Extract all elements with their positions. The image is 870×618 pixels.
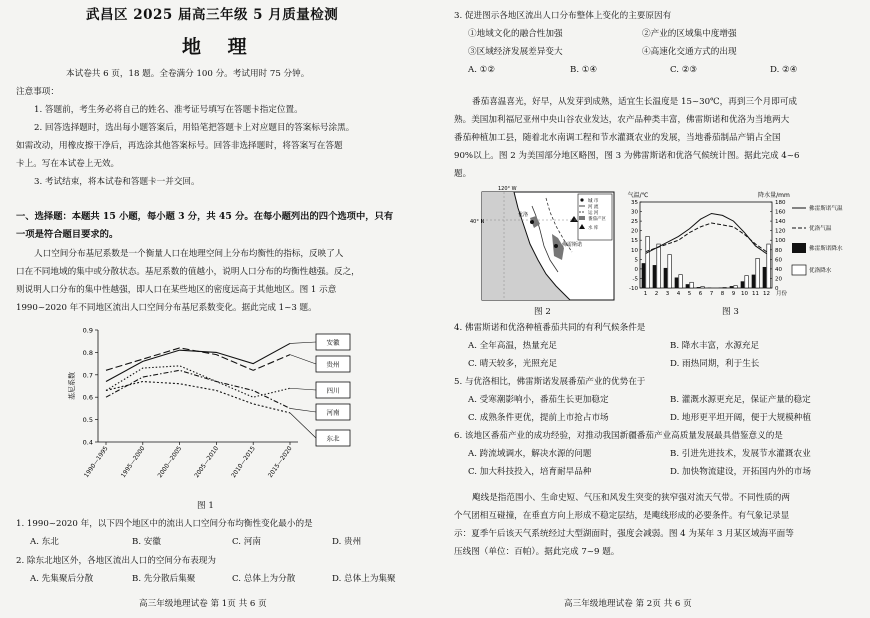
y-tick-label: 0.6 — [82, 393, 93, 402]
passage2-line: 个气团相互碰撞，在垂直方向上形成不稳定层结，是飑线形成的必要条件。有气象记录显 — [454, 511, 790, 521]
figure-2-caption: 图 2 — [534, 307, 551, 317]
x-tick-label: 8 — [720, 291, 725, 297]
legend-label: 佛雷斯诺气温 — [809, 206, 843, 212]
x-tick-label: 5 — [687, 291, 692, 297]
q6-option[interactable]: D. 加快物流建设，开拓国内外的市场 — [670, 467, 811, 477]
page-1 — [14, 0, 434, 618]
y2-tick-label: 0 — [775, 286, 779, 292]
q5-option[interactable]: B. 灌溉水源更充足，保证产量的稳定 — [670, 395, 811, 405]
intro-line: 口在不同地域的集中或分散状态。基尼系数的值越小，说明人口分布的均衡性越强。反之， — [16, 267, 360, 277]
passage-line: 90%以上。图 2 为美国部分地区略图，图 3 为佛雷斯诺和优洛气候统计图。据此完成 4~6 — [454, 151, 800, 161]
notice-line: 1. 答题前，考生务必将自己的姓名、准考证号填写在答题卡指定位置。 — [34, 105, 303, 115]
temp-line-0 — [646, 213, 767, 253]
y2-tick-label: 140 — [775, 219, 786, 226]
y-tick-label: 30 — [631, 209, 638, 216]
q4-option[interactable]: A. 全年高温，热量充足 — [468, 341, 558, 351]
subject-title: 地 理 — [182, 36, 257, 58]
legend-label: 优洛气温 — [809, 226, 832, 232]
map-label-yolo: 优洛 — [518, 212, 529, 218]
q4-option[interactable]: B. 降水丰富，水源充足 — [670, 341, 760, 351]
intro-line: 则说明人口分布的集中性越强，即人口在某些地区的密度远高于其他地区。图 1 示意 — [16, 285, 337, 295]
notice-heading: 注意事项： — [16, 87, 59, 97]
bar-fresno-precip — [664, 268, 668, 288]
series-label-3: 河南 — [326, 408, 340, 417]
q3-statement: ①地域文化的融合性加强 — [468, 29, 563, 39]
legend-label: 佛雷斯诺降水 — [809, 246, 843, 252]
series-label-1: 贵州 — [326, 360, 340, 369]
notice-line: 卡上。写在本试卷上无效。 — [16, 159, 120, 169]
y-tick-label: 35 — [631, 200, 638, 206]
page-footer: 高三年级地理试卷 第 2页 共 6 页 — [564, 599, 692, 609]
map-longitude-label: 120° W — [498, 186, 517, 192]
series-leader-4 — [290, 413, 316, 438]
figure-3-chart — [622, 188, 860, 304]
y-tick-label: 5 — [634, 257, 638, 264]
bar-yolo-precip — [690, 282, 694, 288]
bar-fresno-precip — [730, 286, 734, 288]
y-tick-label: 0.9 — [82, 326, 93, 335]
q5-option[interactable]: A. 受寒潮影响小，番茄生长更加稳定 — [468, 395, 609, 405]
page-2 — [452, 0, 862, 618]
map-label-fresno: 佛雷斯诺 — [562, 242, 583, 248]
q4-option[interactable]: D. 雨热同期，利于生长 — [670, 359, 760, 369]
bar-fresno-precip — [763, 267, 767, 288]
x-tick-label: 3 — [665, 291, 670, 297]
legend-swatch — [792, 265, 806, 275]
y-tick-label: -10 — [629, 286, 638, 292]
x-tick-label: 2 — [654, 291, 659, 297]
passage2-line: 飑线是指范围小、生命史短、气压和风发生突变的狭窄强对流天气带。不同性质的两 — [472, 493, 790, 503]
x-tick-label: 1990—1995 — [82, 445, 110, 480]
x-tick-label: 2015—2020 — [266, 445, 294, 480]
q5-option[interactable]: C. 成熟条件更优，提前上市抢占市场 — [468, 413, 609, 423]
figure-1-chart — [64, 322, 364, 500]
y2-tick-label: 80 — [775, 247, 782, 254]
question-1: 1. 1990~2020 年，以下四个地区中的流出人口空间分布均衡性变化最小的是 — [16, 519, 313, 529]
x-tick-label: 10 — [741, 291, 748, 297]
x-tick-label: 7 — [709, 291, 714, 297]
exam-title: 武昌区 2025 届高三年级 5 月质量检测 — [86, 7, 339, 23]
y-tick-label: -5 — [632, 276, 638, 283]
bar-yolo-precip — [734, 286, 738, 288]
bar-yolo-precip — [657, 244, 661, 288]
x-axis-label: 月份 — [776, 291, 788, 297]
y-tick-label: 20 — [631, 228, 638, 235]
y2-tick-label: 20 — [775, 276, 782, 283]
legend-swatch — [792, 243, 806, 253]
y2-tick-label: 40 — [775, 266, 782, 273]
page-footer: 高三年级地理试卷 第 1页 共 6 页 — [139, 599, 267, 609]
q4-option[interactable]: C. 晴天较多，光照充足 — [468, 359, 558, 369]
y-axis-label: 气温/℃ — [627, 192, 649, 199]
y2-tick-label: 100 — [775, 238, 786, 245]
x-tick-label: 6 — [698, 291, 703, 297]
x-tick-label: 11 — [752, 291, 759, 297]
q2-option[interactable]: B. 先分散后集聚 — [132, 574, 196, 584]
series-label-4: 东北 — [326, 434, 340, 443]
exam-info: 本试卷共 6 页，18 题。全卷满分 100 分。考试用时 75 分钟。 — [66, 69, 310, 79]
bar-yolo-precip — [767, 244, 771, 288]
question-2: 2. 除东北地区外，各地区流出人口的空间分布表现为 — [16, 556, 216, 566]
legend-canal: 运 河 — [588, 211, 599, 216]
y-tick-label: 0.4 — [82, 438, 93, 447]
y2-tick-label: 180 — [775, 200, 786, 206]
legend-label: 优洛降水 — [809, 268, 832, 274]
x-tick-label: 12 — [763, 291, 770, 297]
section-heading: 一、选择题：本题共 15 小题，每小题 3 分，共 45 分。在每小题列出的四个选项中，只有 — [16, 211, 394, 222]
y2-tick-label: 120 — [775, 228, 786, 235]
series-leader-1 — [290, 355, 316, 364]
notice-line: 2. 回答选择题时，选出每小题答案后，用铅笔把答题卡上对应题目的答案标号涂黑。 — [34, 123, 355, 133]
passage-line: 番茄种植加工县，随着北水南调工程和节水灌溉农业的发展，当地番茄制品产销占全国 — [454, 133, 781, 143]
y2-axis-label: 降水量/mm — [758, 192, 790, 199]
q2-option[interactable]: A. 先集聚后分散 — [30, 574, 94, 584]
q3-option[interactable]: A. ①② — [468, 65, 496, 75]
bar-yolo-precip — [679, 275, 683, 288]
y-axis-label: 基尼系数 — [68, 372, 76, 400]
bar-yolo-precip — [646, 236, 650, 288]
figure-2-map — [470, 186, 618, 304]
q1-option[interactable]: B. 安徽 — [132, 537, 161, 547]
notice-line: 3. 考试结束，将本试卷和答题卡一并交回。 — [34, 177, 200, 187]
q3-option[interactable]: B. ①④ — [570, 65, 598, 75]
bar-fresno-precip — [686, 284, 690, 288]
passage-line: 番茄喜温喜光，好早，从发芽到成熟，适宜生长温度是 15~30℃，再到三个月即可成 — [472, 97, 798, 107]
q6-option[interactable]: B. 引进先进技术，发展节水灌溉农业 — [670, 449, 811, 459]
question-6: 6. 该地区番茄产业的成功经验，对推动我国新疆番茄产业高质量发展最具借鉴意义的是 — [454, 431, 783, 441]
figure-1-caption: 图 1 — [197, 501, 214, 511]
question-3: 3. 促进图示各地区流出人口分布整体上变化的主要原因有 — [454, 11, 672, 21]
series-label-0: 安徽 — [326, 338, 340, 347]
x-tick-label: 2010—2015 — [230, 445, 257, 480]
q3-statement: ④高速化交通方式的出现 — [642, 47, 737, 57]
y2-tick-label: 60 — [775, 257, 782, 264]
bar-yolo-precip — [701, 287, 705, 288]
question-5: 5. 与优洛相比，佛雷斯诺发展番茄产业的优势在于 — [454, 377, 646, 387]
legend-city: 城 市 — [588, 199, 599, 204]
q1-option[interactable]: A. 东北 — [30, 537, 59, 547]
q5-option[interactable]: D. 地形更平坦开阔，便于大规模种植 — [670, 413, 811, 423]
q2-option[interactable]: D. 总体上为集聚 — [332, 574, 396, 584]
passage-line: 熟。美国加利福尼亚州中央山谷农业发达，农产品种类丰富，佛雷斯诺和优洛为当地两大 — [454, 115, 790, 125]
q1-option[interactable]: D. 贵州 — [332, 537, 362, 547]
legend-tomato-area: 番茄产区 — [588, 217, 606, 222]
q3-option[interactable]: D. ②④ — [770, 65, 798, 75]
x-tick-label: 2000—2005 — [156, 445, 184, 480]
x-tick-label: 4 — [676, 291, 681, 297]
q3-statement: ②产业的区域集中度增强 — [642, 29, 737, 39]
q2-option[interactable]: C. 总体上为分散 — [232, 574, 296, 584]
bar-yolo-precip — [756, 258, 760, 288]
y2-tick-label: 160 — [775, 209, 786, 216]
x-tick-label: 1 — [643, 291, 648, 297]
q6-option[interactable]: A. 跨流域调水，解决水源的问题 — [468, 449, 592, 459]
legend-reservoir: 水 库 — [588, 226, 599, 231]
q3-statement: ③区域经济发展差异变大 — [468, 47, 563, 57]
bar-fresno-precip — [675, 277, 679, 288]
q3-option[interactable]: C. ②③ — [670, 65, 698, 75]
passage-line: 题。 — [454, 169, 472, 179]
x-tick-label: 2005—2010 — [193, 445, 221, 480]
series-line-3 — [106, 370, 290, 408]
y-tick-label: 25 — [631, 219, 638, 226]
bar-fresno-precip — [653, 265, 657, 288]
y-tick-label: 10 — [631, 247, 638, 254]
bar-fresno-precip — [741, 281, 745, 288]
section-heading-2: 一项是符合题目要求的。 — [16, 229, 119, 240]
q6-option[interactable]: C. 加大科技投入，培育耐旱品种 — [468, 467, 592, 477]
y-tick-label: 0.5 — [82, 416, 93, 425]
series-line-4 — [106, 382, 290, 413]
intro-line: 1990~2020 年不同地区流出人口空间分布基尼系数变化。据此完成 1~3 题。 — [16, 303, 317, 313]
figure-3-caption: 图 3 — [722, 307, 739, 317]
passage2-line: 压线图（单位：百帕）。据此完成 7~9 题。 — [454, 547, 620, 557]
intro-line: 人口空间分布基尼系数是一个衡量人口在地理空间上分布均衡性的指标，反映了人 — [34, 249, 344, 259]
y-tick-label: 0.8 — [82, 348, 93, 357]
x-tick-label: 1995—2000 — [119, 445, 147, 480]
series-leader-3 — [290, 408, 316, 412]
map-latitude-label: 40° N — [470, 219, 485, 225]
bar-fresno-precip — [642, 263, 646, 288]
series-leader-0 — [290, 342, 316, 343]
bar-yolo-precip — [668, 255, 672, 288]
q1-option[interactable]: C. 河南 — [232, 537, 261, 547]
y-tick-label: 0 — [634, 266, 638, 273]
notice-line: 如需改动，用橡皮擦干净后，再选涂其他答案标号。回答非选择题时，将答案写在答题 — [16, 141, 343, 151]
x-tick-label: 9 — [731, 291, 736, 297]
y-tick-label: 15 — [631, 238, 638, 245]
series-leader-2 — [290, 388, 316, 390]
y-tick-label: 0.7 — [82, 371, 93, 380]
passage2-line: 示：夏季午后该天气系统经过大型湖面时，强度会减弱。图 4 为某年 3 月某区域海平面等 — [454, 529, 794, 539]
bar-fresno-precip — [697, 287, 701, 288]
bar-fresno-precip — [752, 275, 756, 288]
bar-yolo-precip — [745, 276, 749, 288]
legend-river: 河 流 — [588, 205, 599, 210]
question-4: 4. 佛雷斯诺和优洛种植番茄共同的有利气候条件是 — [454, 323, 646, 333]
series-label-2: 四川 — [326, 386, 340, 395]
